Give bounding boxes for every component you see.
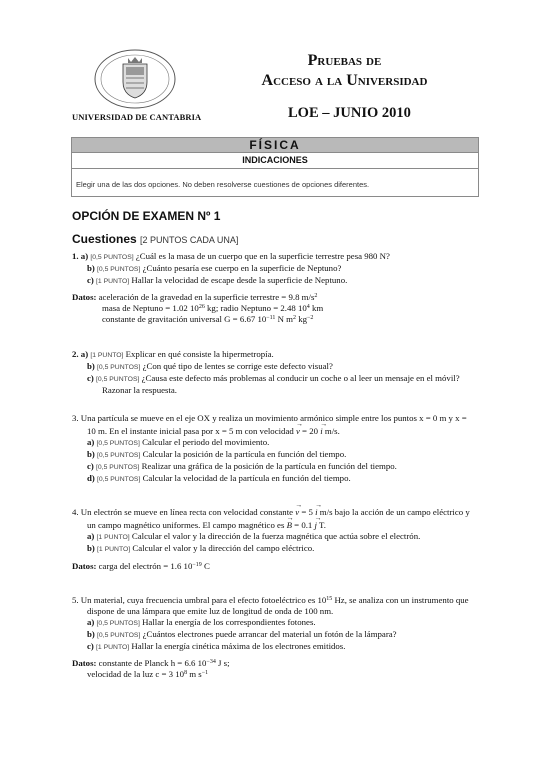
question-5: 5. Un material, cuya frecuencia umbral para el efecto fotoeléctrico es $10^{15}$ Hz, se analiza con un instrumento que dispone de una lámpara que emite luz de longitud de onda de 100 nm. a) [0,5 PUNTOS] Hallar la energía de los correspondientes fotones. b) [0,5 PUNTOS] ¿Cuántos electrones puede arrancar del material un fotón de la lámpara? c) [1 PUNTO] Hallar la energía cinética máxima de los electrones emitidos. Datos: constante de Planck h = 6.6 $10^{-34}$ J s; velocidad de la luz c = 3 $10^8$ m $s^{-1}$ (72, 595, 469, 679)
instructions-text: Elegir una de las dos opciones. No deben resolverse cuestiones de opciones diferentes. (76, 180, 370, 189)
page-title: Pruebas de Acceso a la Universidad (261, 52, 428, 89)
university-name: UNIVERSIDAD DE CANTABRIA (72, 112, 202, 122)
instructions-title: INDICACIONES (72, 153, 478, 169)
section-title: Cuestiones [2 PUNTOS CADA UNA] (72, 232, 239, 246)
question-2: 2. a) [1 PUNTO] Explicar en qué consiste la hipermetropía. b) [0,5 PUNTOS] ¿Con qué tipo de lentes se corrige este defecto visual? c) [0,5 PUNTOS] ¿Causa este defecto más problemas al conducir un coche o al leer un mensaje en el móvil? Razonar la respuesta. (72, 349, 460, 395)
question-1: 1. a) [0,5 PUNTOS] ¿Cuál es la masa de un cuerpo que en la superficie terrestre pesa 980 N? b) [0,5 PUNTOS] ¿Cuánto pesaría ese cuerpo en la superficie de Neptuno? c) [1 PUNTO] Hallar la velocidad de escape desde la superficie de Neptuno. Datos: aceleración de la gravedad en la superficie terrestre = 9.8 $m/s^2$ masa de Neptuno = 1.02 $10^{26}$ kg; radio Neptuno = 2.48 $10^4$ km constante de gravitación universal G = 6.67 $10^{-11}$ N $m^2$ $kg^{-2}$ (72, 251, 390, 324)
option-title: OPCIÓN DE EXAMEN Nº 1 (72, 209, 221, 223)
question-3: 3. Una partícula se mueve en el eje OX y realiza un movimiento armónico simple entre los puntos x = 0 m y x = 10 m. En el instante inicial pasa por x = 5 m con velocidad → v = 20 → i m/s. a) [0,5 PUNTOS] Calcular el periodo del movimiento. b) [0,5 PUNTOS] Calcular la posición de la partícula en función del tiempo. c) [0,5 PUNTOS] Realizar una gráfica de la posición de la partícula en función del tiempo. d) [0,5 PUNTOS] Calcular la velocidad de la partícula en función del tiempo. (72, 413, 482, 485)
instructions-box (71, 153, 479, 197)
exam-session: LOE – JUNIO 2010 (288, 105, 411, 121)
university-seal-icon (92, 48, 178, 110)
question-4: 4. Un electrón se mueve en línea recta con velocidad constante → v = 5 → i m/s bajo la acción de un campo eléctrico y un campo magnético uniformes. El campo magnético es → B = 0.1 → j T. a) [1 PUNTO] Calcular el valor y la dirección de la fuerza magnética que actúa sobre el electrón. b) [1 PUNTO] Calcular el valor y la dirección del campo eléctrico. Datos: carga del electrón = 1.6 $10^{-19}$ C (72, 507, 482, 572)
subject-bar: FÍSICA (71, 137, 479, 153)
